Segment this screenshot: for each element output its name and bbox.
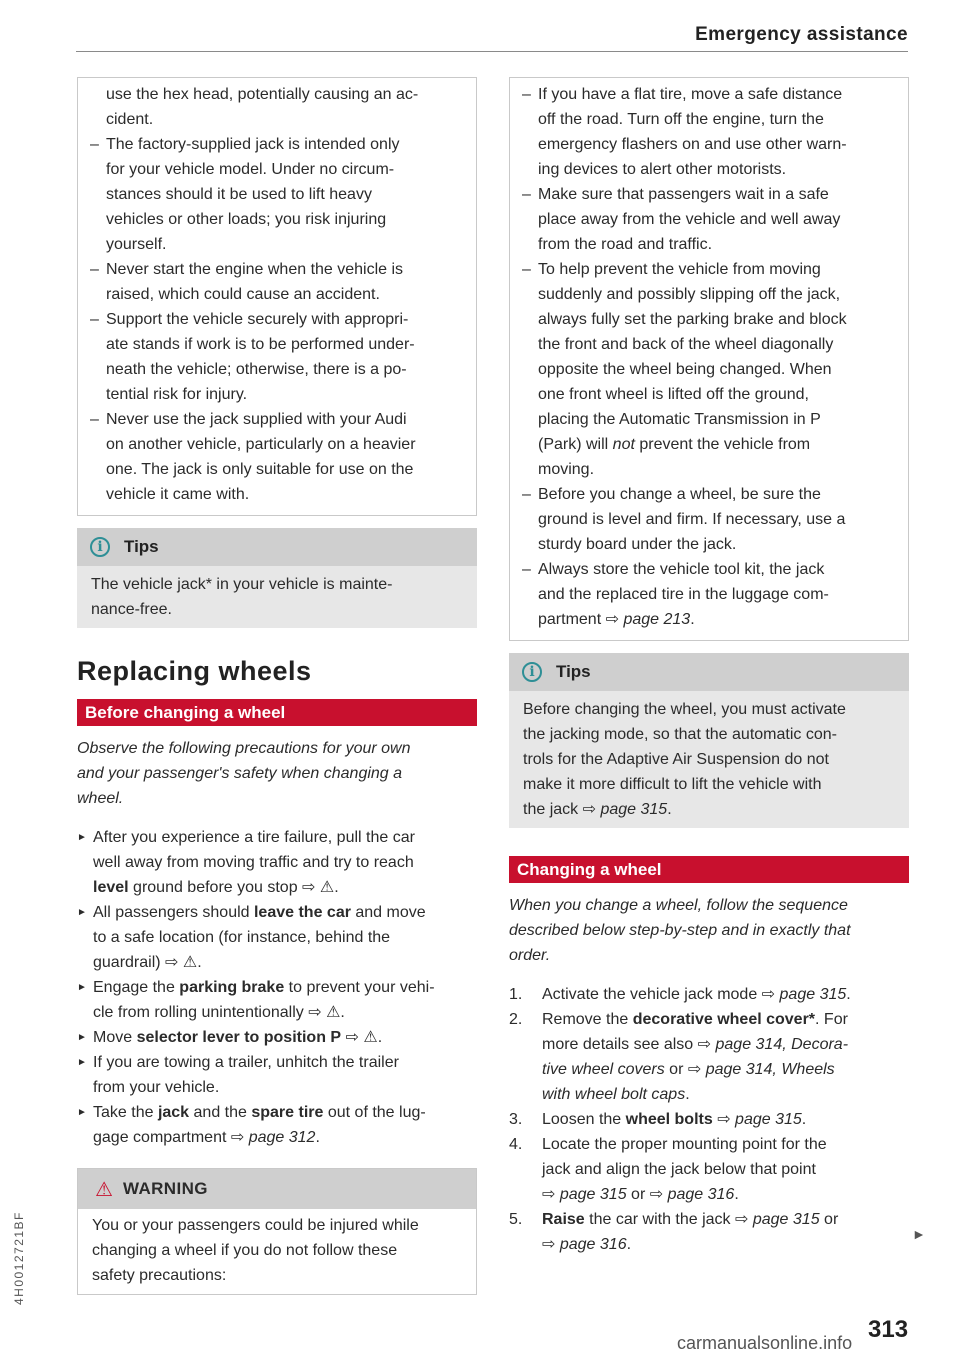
page-reference-link[interactable]: ⇨ page 315 [735,1211,820,1228]
text-line: – Never use the jack supplied with your Audi [106,411,407,428]
text-line: on another vehicle, particularly on a heavier [106,436,416,453]
text-line: level ground before you stop ⇨ ⚠. [93,879,339,896]
step-number: 4. [509,1136,523,1153]
numbered-step [509,1207,909,1257]
subsection-before-changing: Before changing a wheel [77,699,477,726]
list-item [90,257,464,307]
step-number: 1. [509,986,523,1003]
page-reference-link[interactable]: ⇨ page 314, Wheels [687,1061,835,1078]
watermark-text: carmanualsonline.info [677,1333,853,1353]
tips-box-right [509,653,909,828]
text-line: the jack ⇨ page 315. [523,801,672,818]
numbered-step [509,1107,909,1132]
warning-box [77,1168,477,1295]
text-line: neath the vehicle; otherwise, there is a po- [106,361,407,378]
text-line: yourself. [106,236,167,253]
text-line: tive wheel covers or ⇨ page 314, Wheels [542,1061,835,1078]
text-line: stances should it be used to lift heavy [106,186,372,203]
bold-term: decorative wheel cover* [632,1011,816,1028]
text-line: guardrail) ⇨ ⚠. [93,954,202,971]
text-line: from the road and traffic. [538,236,713,253]
text-line: jack and align the jack below that point [542,1161,816,1178]
tips-body-right [509,691,909,828]
text-line: make it more difficult to lift the vehicle with [523,776,822,793]
step-number: 3. [509,1111,523,1128]
list-item [90,407,464,507]
text-line: changing a wheel if you do not follow these [92,1242,398,1259]
text-line: – Support the vehicle securely with appropri- [106,311,409,328]
text-line: described below step-by-step and in exactly that [509,922,851,939]
text-line: to a safe location (for instance, behind the [93,929,391,946]
text-line: nance-free. [91,601,172,618]
bold-term: selector lever to position P [136,1029,342,1046]
header-rule [76,51,908,52]
text-line: ► If you are towing a trailer, unhitch the trailer [93,1054,399,1071]
numbered-steps [509,982,909,1257]
page-reference-link[interactable]: with wheel bolt caps [542,1086,686,1103]
warning-body [78,1209,476,1294]
tips-label: Tips [124,537,159,556]
page-reference-link[interactable]: ⇨ [302,879,316,896]
text-line: – The factory-supplied jack is intended only [106,136,400,153]
text-line: sturdy board under the jack. [538,536,737,553]
text-line: trols for the Adaptive Air Suspension do not [523,751,829,768]
bold-term: spare tire [251,1104,324,1121]
intro-text [77,736,477,811]
page-reference-link[interactable]: ⇨ page 316 [649,1186,735,1203]
text-line: Remove the decorative wheel cover*. For [542,1011,848,1028]
warning-symbol-icon[interactable]: ⚠ [182,954,198,971]
warning-symbol-icon[interactable]: ⚠ [326,1004,341,1021]
text-line: moving. [538,461,595,478]
text-line: ► After you experience a tire failure, pull the car [93,829,415,846]
tips-header-right [509,653,909,691]
list-item [90,82,464,132]
page-reference-link[interactable]: ⇨ page 315 [582,801,668,818]
bold-term: jack [157,1104,190,1121]
text-line: Observe the following precautions for your own [77,740,411,757]
subsection-changing-wheel: Changing a wheel [509,856,909,883]
page-reference-link[interactable]: ⇨ page 316 [542,1236,627,1253]
text-line: You or your passengers could be injured while [92,1217,419,1234]
text-line: vehicles or other loads; you risk injuring [106,211,387,228]
text-line: and your passenger's safety when changing a [77,765,403,782]
text-line: one. The jack is only suitable for use on the [106,461,414,478]
step-number: 5. [509,1211,523,1228]
numbered-step [509,1132,909,1207]
text-line: – Never start the engine when the vehicle is [106,261,404,278]
page-reference-link[interactable]: ⇨ page 315 [761,986,847,1003]
step-number: 2. [509,1011,523,1028]
text-line: ⇨ page 316. [542,1236,632,1253]
warning-header [78,1169,476,1209]
text-line: the jacking mode, so that the automatic con- [523,726,837,743]
text-line: – Make sure that passengers wait in a safe [538,186,829,203]
text-line: vehicle it came with. [106,486,250,503]
page-reference-link[interactable]: ⇨ [345,1029,359,1046]
text-line: – Always store the vehicle tool kit, the jack [538,561,825,578]
page-reference-link[interactable]: ⇨ [308,1004,322,1021]
list-item [522,82,896,182]
intro-text-right [509,893,909,968]
text-line: The vehicle jack* in your vehicle is mainte- [91,576,393,593]
step-item [77,1025,477,1050]
bold-term: leave the car [253,904,351,921]
step-item [77,1100,477,1150]
text-line: opposite the wheel being changed. When [538,361,832,378]
text-line: ing devices to alert other motorists. [538,161,787,178]
continue-arrow-icon: ► [912,1226,926,1242]
page-reference-link[interactable]: ⇨ page 213 [605,611,691,628]
page-reference-link[interactable]: tive wheel covers [542,1061,665,1078]
text-line: ate stands if work is to be performed under- [106,336,415,353]
list-item [522,482,896,557]
text-line: Before changing the wheel, you must activate [523,701,846,718]
text-line: ► All passengers should leave the car and move [93,904,426,921]
text-line: – To help prevent the vehicle from moving [538,261,821,278]
text-line: more details see also ⇨ page 314, Decora- [542,1036,849,1053]
text-line: cle from rolling unintentionally ⇨ ⚠. [93,1004,345,1021]
step-item [77,1050,477,1100]
list-item [522,257,896,482]
page-header-title: Emergency assistance [695,24,908,45]
emphasis: not [612,436,635,453]
safety-notes-box [509,77,909,641]
text-line: place away from the vehicle and well away [538,211,841,228]
precaution-steps [77,825,477,1150]
text-line: (Park) will not prevent the vehicle from [538,436,811,453]
text-line: raised, which could cause an accident. [106,286,380,303]
text-line: tential risk for injury. [106,386,248,403]
page-number: 313 [868,1316,909,1343]
numbered-step [509,1007,909,1107]
warning-label: WARNING [122,1179,208,1198]
text-line: – Before you change a wheel, be sure the [538,486,821,503]
warning-continuation-box [77,77,477,516]
tips-label-right: Tips [556,662,591,681]
warning-symbol-icon[interactable]: ⚠ [319,879,335,896]
warning-symbol-icon[interactable]: ⚠ [363,1029,378,1046]
tips-header [77,528,477,566]
text-line: ► Take the jack and the spare tire out of the lug- [93,1104,426,1121]
page-reference-link[interactable]: ⇨ page 315 [542,1186,627,1203]
step-item [77,975,477,1025]
numbered-step [509,982,909,1007]
page-reference-link[interactable]: ⇨ page 314, Decora- [697,1036,849,1053]
text-line: off the road. Turn off the engine, turn the [538,111,824,128]
left-column [77,77,477,1295]
text-line: one front wheel is lifted off the ground, [538,386,809,403]
text-line: use the hex head, potentially causing an ac- [106,86,419,103]
text-line: always fully set the parking brake and block [538,311,847,328]
text-line: suddenly and possibly slipping off the jack, [538,286,841,303]
text-line: cident. [106,111,154,128]
text-line: emergency flashers on and use other warn- [538,136,847,153]
step-item [77,825,477,900]
text-line: partment ⇨ page 213. [538,611,695,628]
text-line: from your vehicle. [93,1079,220,1096]
list-item [522,557,896,632]
list-item [90,307,464,407]
text-line: ⇨ page 315 or ⇨ page 316. [542,1186,739,1203]
step-item [77,900,477,975]
right-column [509,77,909,1257]
text-line: Loosen the wheel bolts ⇨ page 315. [542,1111,807,1128]
text-line: Raise the car with the jack ⇨ page 315 or [542,1211,839,1228]
bold-term: Raise [542,1211,585,1228]
warning-triangle-icon: ⚠ [95,1178,113,1201]
bold-term: level [93,879,129,896]
info-icon: i [90,537,110,557]
text-line: gage compartment ⇨ page 312. [93,1129,320,1146]
page-reference-link[interactable]: ⇨ page 315 [717,1111,802,1128]
text-line: When you change a wheel, follow the sequence [509,897,848,914]
text-line: Activate the vehicle jack mode ⇨ page 315. [542,986,851,1003]
list-item [90,132,464,257]
text-line: well away from moving traffic and try to reach [93,854,414,871]
text-line: ground is level and firm. If necessary, use a [538,511,846,528]
text-line: Locate the proper mounting point for the [542,1136,827,1153]
page-reference-link[interactable]: ⇨ page 312 [230,1129,316,1146]
tips-box [77,528,477,628]
info-icon: i [522,662,542,682]
text-line: and the replaced tire in the luggage com- [538,586,829,603]
page-reference-link[interactable]: ⇨ [165,954,179,971]
tips-body [77,566,477,628]
bold-term: wheel bolts [625,1111,713,1128]
text-line: – If you have a flat tire, move a safe distance [538,86,843,103]
text-line: wheel. [77,790,124,807]
text-line: order. [509,947,551,964]
text-line: ► Move selector lever to position P ⇨ ⚠. [93,1029,383,1046]
section-title: Replacing wheels [77,656,312,686]
text-line: for your vehicle model. Under no circum- [106,161,395,178]
text-line: with wheel bolt caps. [542,1086,690,1103]
text-line: the front and back of the wheel diagonally [538,336,834,353]
list-item [522,182,896,257]
text-line: ► Engage the parking brake to prevent your vehi- [93,979,435,996]
bold-term: parking brake [179,979,285,996]
text-line: safety precautions: [92,1267,227,1284]
text-line: placing the Automatic Transmission in P [538,411,821,428]
side-document-code: 4H0012721BF [12,1211,26,1305]
